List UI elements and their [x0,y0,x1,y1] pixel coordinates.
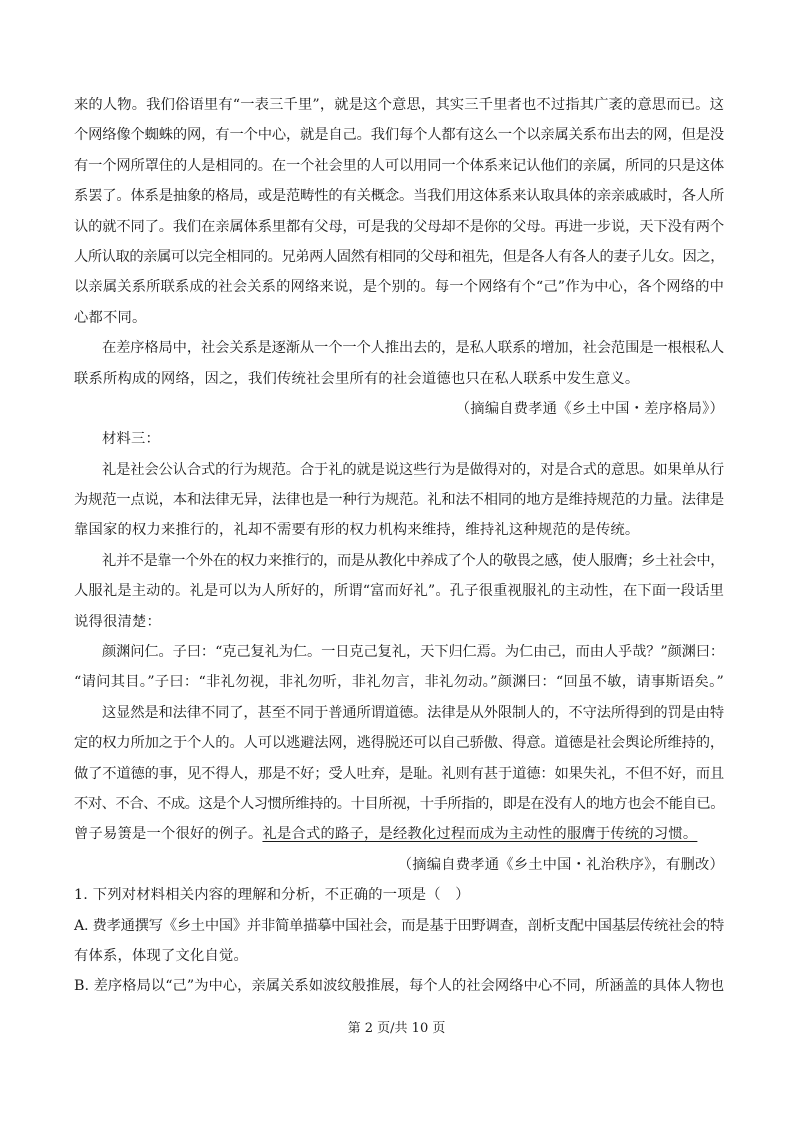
text-line [74,819,724,849]
text-line: 说得很清楚： [74,613,161,630]
source-citation: （摘编自费孝通《乡土中国・礼治秩序》，有删改） [397,856,724,873]
option-a: A. 费孝通撰写《乡土中国》并非简单描摹中国社会，而是基于田野调查，剖析支配中国基层传统社会的特 [74,917,724,934]
text-line: 人服礼是主动的。礼是可以为人所好的，所谓“富而好礼”。孔子很重视服礼的主动性，在下面一段话里 [74,583,724,600]
text-line: 来的人物。我们俗语里有“一表三千里”，就是这个意思，其实三千里者也不过指其广袤的意思而已。这 [74,97,724,113]
text-line: 在差序格局中，社会关系是逐渐从一个一个人推出去的，是私人联系的增加，社会范围是一根根私人 [102,340,724,357]
text-segment: 曾子易箦是一个很好的例子。 [74,826,263,843]
text-line: 认的就不同了。我们在亲属体系里都有父母，可是我的父母却不是你的父母。再进一步说，天下没有两个 [74,218,724,235]
text-line: 系罢了。体系是抽象的格局，或是范畴性的有关概念。当我们用这体系来认取具体的亲亲戚戚时，各人所 [74,188,724,205]
text-line: 为规范一点说，本和法律无异，法律也是一种行为规范。礼和法不相同的地方是维持规范的力量。法律是 [74,492,724,509]
quote-line: 颜渊问仁。子曰：“克己复礼为仁。一日克己复礼，天下归仁焉。为仁由己，而由人乎哉？”颜渊曰： [102,644,724,661]
text-line: 礼是社会公认合式的行为规范。合于礼的就是说这些行为是做得对的，对是合式的意思。如果单从行 [102,461,724,478]
option-b: B. 差序格局以“己”为中心，亲属关系如波纹般推展，每个人的社会网络中心不同，所涵盖的具体人物也 [74,978,724,995]
text-line: 以亲属关系所联系成的社会关系的网络来说，是个别的。每一个网络有个“己”作为中心，各个网络的中 [74,279,724,296]
quote-line: “请问其目。”子曰：“非礼勿视，非礼勿听，非礼勿言，非礼勿动。”颜渊曰：“回虽不敏，请事斯语矣。” [74,674,724,691]
text-line: 做了不道德的事，见不得人，那是不好；受人吐弃，是耻。礼则有甚于道德：如果失礼，不但不好，而且 [74,765,724,782]
option-a-continued: 有体系，体现了文化自觉。 [74,947,248,964]
text-line: 定的权力所加之于个人的。人可以逃避法网，逃得脱还可以自己骄傲、得意。道德是社会舆论所维持的， [74,735,724,752]
text-line: 个网络像个蜘蛛的网，有一个中心，就是自己。我们每个人都有这么一个以亲属关系布出去的网，但是没 [74,127,724,144]
text-line: 这显然是和法律不同了，甚至不同于普通所谓道德。法律是从外限制人的，不守法所得到的罚是由特 [102,704,724,721]
section-heading: 材料三： [102,431,160,448]
text-line: 不对、不合、不成。这是个人习惯所维持的。十目所视，十手所指的，即是在没有人的地方也会不能自已。 [74,795,724,812]
question-1: 1. 下列对材料相关内容的理解和分析，不正确的一项是（ ） [74,887,470,904]
text-line: 人所认取的亲属可以完全相同的。兄弟两人固然有相同的父母和祖先，但是各人有各人的妻子儿女。因之， [74,248,724,265]
text-line: 礼并不是靠一个外在的权力来推行的，而是从教化中养成了个人的敬畏之感，使人服膺；乡土社会中， [102,552,724,569]
text-line: 有一个网所罩住的人是相同的。在一个社会里的人可以用同一个体系来记认他们的亲属，所同的只是这体 [74,157,724,174]
page-footer: 第 2 页/共 10 页 [347,1021,446,1036]
document-body [74,90,724,1002]
text-line: 联系所构成的网络，因之，我们传统社会里所有的社会道德也只在私人联系中发生意义。 [74,370,640,387]
text-line: 靠国家的权力来推行的，礼却不需要有形的权力机构来维持，维持礼这种规范的是传统。 [74,522,640,539]
source-citation: （摘编自费孝通《乡土中国・差序格局》） [455,400,724,417]
text-line: 心都不同。 [74,309,147,326]
underlined-sentence: 礼是合式的路子，是经教化过程而成为主动性的服膺于传统的习惯。 [262,826,698,843]
